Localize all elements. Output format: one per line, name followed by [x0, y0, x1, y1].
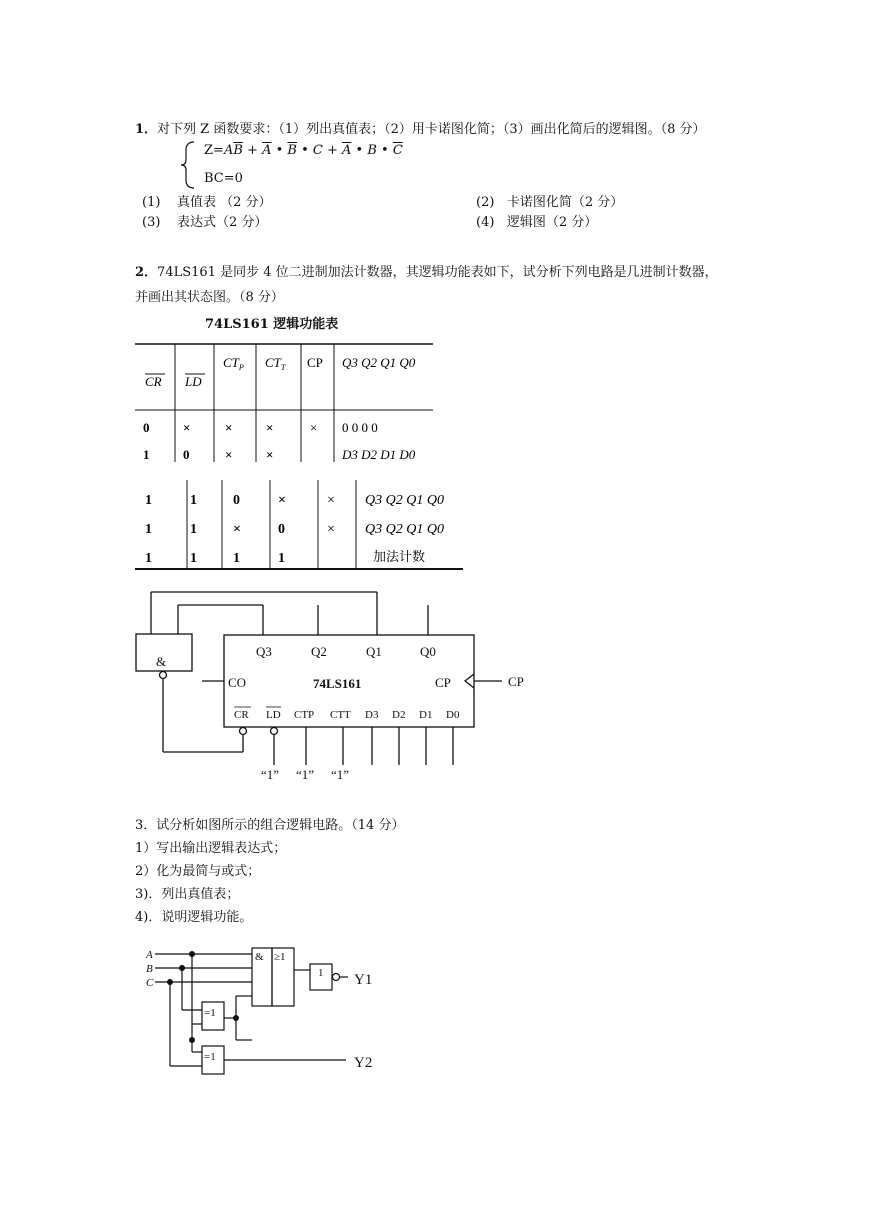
output-y1: Y1	[354, 972, 373, 988]
cell: Q3 Q2 Q1 Q0	[365, 493, 444, 508]
q3-title: 3．试分析如图所示的组合逻辑电路。（14 分）	[135, 818, 405, 833]
cell: ×	[183, 420, 191, 435]
chip-label: 74LS161	[313, 676, 362, 691]
cell: ×	[266, 420, 274, 435]
pin-cp: CP	[435, 675, 451, 690]
cell: 0 0 0 0	[342, 420, 378, 435]
item-label: 真值表 （2 分）	[176, 195, 272, 210]
q1-text	[135, 118, 706, 137]
combinational-circuit	[140, 940, 400, 1080]
cell: ×	[278, 493, 286, 508]
q1-constraint: BC=0	[204, 171, 243, 186]
q1-brace	[180, 140, 200, 190]
input-a: A	[146, 949, 153, 961]
pin-d0: D0	[446, 709, 460, 721]
eq-term: $\overline{C}$	[392, 143, 403, 158]
eq-term: A	[223, 143, 234, 158]
cell: 0	[183, 447, 190, 462]
hdr-ctp: $CT_P$	[223, 355, 244, 372]
hdr-cp: CP	[307, 355, 323, 370]
pin-q2: Q2	[311, 644, 327, 659]
counter-circuit	[128, 585, 538, 785]
q1-number: 1．	[135, 122, 158, 137]
cell: 1	[190, 551, 197, 566]
eq-term: $\overline{A}$	[262, 143, 272, 158]
xnor2-label: =1	[204, 1051, 216, 1063]
cell: 0	[233, 493, 240, 508]
q1-item-1	[142, 191, 272, 210]
pin-q0: Q0	[420, 644, 436, 659]
cell: Q3 Q2 Q1 Q0	[365, 522, 444, 537]
cell: ×	[266, 447, 274, 462]
q1-item-3	[142, 211, 267, 230]
hdr-q: Q3 Q2 Q1 Q0	[342, 355, 416, 370]
q2-number: 2．	[135, 265, 158, 280]
hdr-ld: LD	[185, 374, 202, 389]
eq-term: •	[271, 143, 288, 158]
q2-prompt: 74LS161 是同步 4 位二进制加法计数器，其逻辑功能表如下，试分析下列电路是几进制计数器，	[157, 265, 718, 280]
cell: 0	[143, 420, 150, 435]
cell: ×	[327, 522, 335, 537]
eq-term: $\overline{A}$	[342, 143, 352, 158]
cell: 1	[143, 447, 150, 462]
and-label: &	[255, 951, 264, 963]
q3-item-1: 1）写出输出逻辑表达式；	[135, 841, 287, 856]
item-num: (1)	[142, 195, 161, 210]
q1-prompt: 对下列 Z 函数要求：（1）列出真值表；（2）用卡诺图化简；（3）画出化简后的逻辑图。（8 分）	[157, 122, 706, 137]
eq-term: • B •	[351, 143, 393, 158]
function-table-top	[135, 340, 435, 462]
cell: 1	[145, 493, 152, 508]
pin-d3: D3	[365, 709, 379, 721]
eq-term: • C +	[296, 143, 342, 158]
pin-d1: D1	[419, 709, 433, 721]
q3-item-4: 4)．说明逻辑功能。	[135, 910, 253, 925]
pin-ctp: CTP	[294, 709, 315, 721]
hdr-ctt: $CT_T$	[265, 355, 286, 372]
eq-prefix: Z=	[204, 143, 224, 158]
q2-line2: 并画出其状态图。（8 分）	[135, 290, 284, 305]
pin-ctt: CTT	[330, 709, 351, 721]
cell: 0	[278, 522, 285, 537]
cell: ×	[327, 493, 335, 508]
item-label: 表达式（2 分）	[176, 215, 268, 230]
pin-q3: Q3	[256, 644, 272, 659]
logic-one: “1”	[331, 767, 350, 782]
table-title: 74LS161 逻辑功能表	[205, 317, 339, 332]
eq-term: +	[242, 143, 263, 158]
xnor1-label: =1	[204, 1007, 216, 1019]
pin-d2: D2	[392, 709, 406, 721]
item-label: 逻辑图（2 分）	[506, 215, 598, 230]
input-b: B	[146, 963, 153, 975]
cell: ×	[310, 420, 318, 435]
cp-input: CP	[508, 674, 524, 689]
or-label: ≥1	[274, 951, 286, 963]
item-num: (3)	[142, 215, 161, 230]
eq-term: $\overline{B}$	[287, 143, 297, 158]
cell: 1	[190, 493, 197, 508]
function-table-bottom	[135, 480, 465, 572]
cell: 1	[145, 551, 152, 566]
cell: 1	[233, 551, 240, 566]
cell: ×	[233, 522, 241, 537]
cell: 1	[278, 551, 285, 566]
cell: ×	[225, 420, 233, 435]
q1-item-2	[476, 191, 623, 210]
q2-line1	[135, 261, 718, 280]
cell: 加法计数	[373, 549, 426, 564]
item-label: 卡诺图化简（2 分）	[506, 195, 624, 210]
logic-one: “1”	[261, 767, 280, 782]
eq-term: $\overline{B}$	[233, 143, 243, 158]
pin-ld: LD	[266, 709, 281, 721]
hdr-cr: CR	[145, 374, 162, 389]
and-gate-label: &	[156, 654, 167, 669]
output-y2: Y2	[354, 1055, 373, 1071]
pin-q1: Q1	[366, 644, 382, 659]
not-label: 1	[318, 967, 324, 979]
cell: D3 D2 D1 D0	[342, 447, 416, 462]
q3-item-2: 2）化为最简与或式；	[135, 864, 261, 879]
cell: 1	[145, 522, 152, 537]
q1-equation	[204, 143, 403, 158]
pin-co: CO	[228, 675, 247, 690]
q1-item-4	[476, 211, 597, 230]
item-num: (4)	[476, 215, 495, 230]
cell: ×	[225, 447, 233, 462]
q3-item-3: 3)．列出真值表；	[135, 887, 240, 902]
cell: 1	[190, 522, 197, 537]
pin-cr: CR	[234, 709, 249, 721]
logic-one: “1”	[296, 767, 315, 782]
input-c: C	[146, 977, 154, 989]
item-num: (2)	[476, 195, 495, 210]
